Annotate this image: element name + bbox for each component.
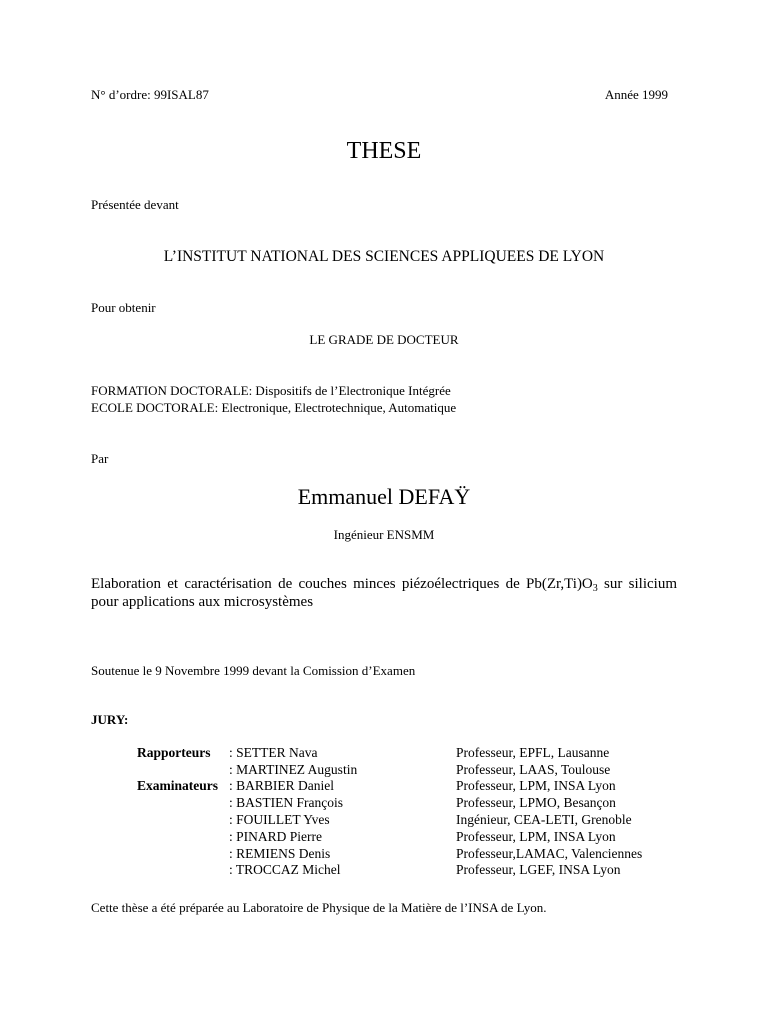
jury-member-name: : FOUILLET Yves (229, 812, 330, 827)
to-obtain: Pour obtenir (91, 300, 156, 315)
jury-row (137, 811, 697, 828)
document-title: THESE (346, 138, 422, 164)
jury-member-affiliation: Professeur, LGEF, INSA Lyon (456, 862, 621, 877)
jury-row (137, 744, 697, 761)
jury-member-name: : BASTIEN François (229, 795, 343, 810)
jury-member-name: : BARBIER Daniel (229, 778, 334, 793)
author-name: Emmanuel DEFAŸ (297, 484, 471, 509)
jury-member-affiliation: Professeur,LAMAC, Valenciennes (456, 846, 643, 861)
jury-heading: JURY: (91, 712, 129, 727)
thesis-subject-part2: sur silicium pour applications aux microsystèmes (91, 576, 677, 610)
doctoral-formation: FORMATION DOCTORALE: Dispositifs de l’Electronique Intégrée (91, 383, 451, 398)
jury-member-affiliation: Professeur, LPM, INSA Lyon (456, 829, 616, 844)
jury-member-affiliation: Professeur, LPMO, Besançon (456, 795, 616, 810)
jury-member-affiliation: Ingénieur, CEA-LETI, Grenoble (456, 812, 632, 827)
laboratory-statement: Cette thèse a été préparée au Laboratoire de Physique de la Matière de l’INSA de Lyon. (91, 900, 547, 915)
jury-member-name: : REMIENS Denis (229, 846, 331, 861)
jury-role: Rapporteurs (137, 745, 211, 760)
order-number: N° d’ordre: 99ISAL87 (91, 87, 209, 102)
jury-row (137, 777, 697, 794)
jury-member-name: : PINARD Pierre (229, 829, 322, 844)
jury-row (137, 861, 697, 878)
thesis-subject-part1: Elaboration et caractérisation de couches minces piézoélectriques de Pb(Zr,Ti)O (91, 576, 593, 592)
jury-row (137, 761, 697, 778)
degree: LE GRADE DE DOCTEUR (309, 332, 459, 347)
jury-role: Examinateurs (137, 778, 218, 793)
jury-member-name: : SETTER Nava (229, 745, 318, 760)
jury-member-affiliation: Professeur, LAAS, Toulouse (456, 762, 611, 777)
thesis-subject-subscript: 3 (592, 583, 598, 594)
jury-row (137, 845, 697, 862)
institution-name: L’INSTITUT NATIONAL DES SCIENCES APPLIQUEES DE LYON (163, 248, 605, 265)
defense-statement: Soutenue le 9 Novembre 1999 devant la Comission d’Examen (91, 663, 416, 678)
doctoral-school: ECOLE DOCTORALE: Electronique, Electrotechnique, Automatique (91, 400, 457, 415)
jury-member-name: : MARTINEZ Augustin (229, 762, 358, 777)
author-title: Ingénieur ENSMM (333, 527, 435, 542)
jury-row (137, 828, 697, 845)
jury-row (137, 794, 697, 811)
by-label: Par (91, 451, 109, 466)
jury-member-affiliation: Professeur, LPM, INSA Lyon (456, 778, 616, 793)
thesis-subject (91, 575, 677, 611)
jury-member-name: : TROCCAZ Michel (229, 862, 341, 877)
year: Année 1999 (604, 87, 668, 102)
presented-before: Présentée devant (91, 197, 179, 212)
jury-member-affiliation: Professeur, EPFL, Lausanne (456, 745, 610, 760)
